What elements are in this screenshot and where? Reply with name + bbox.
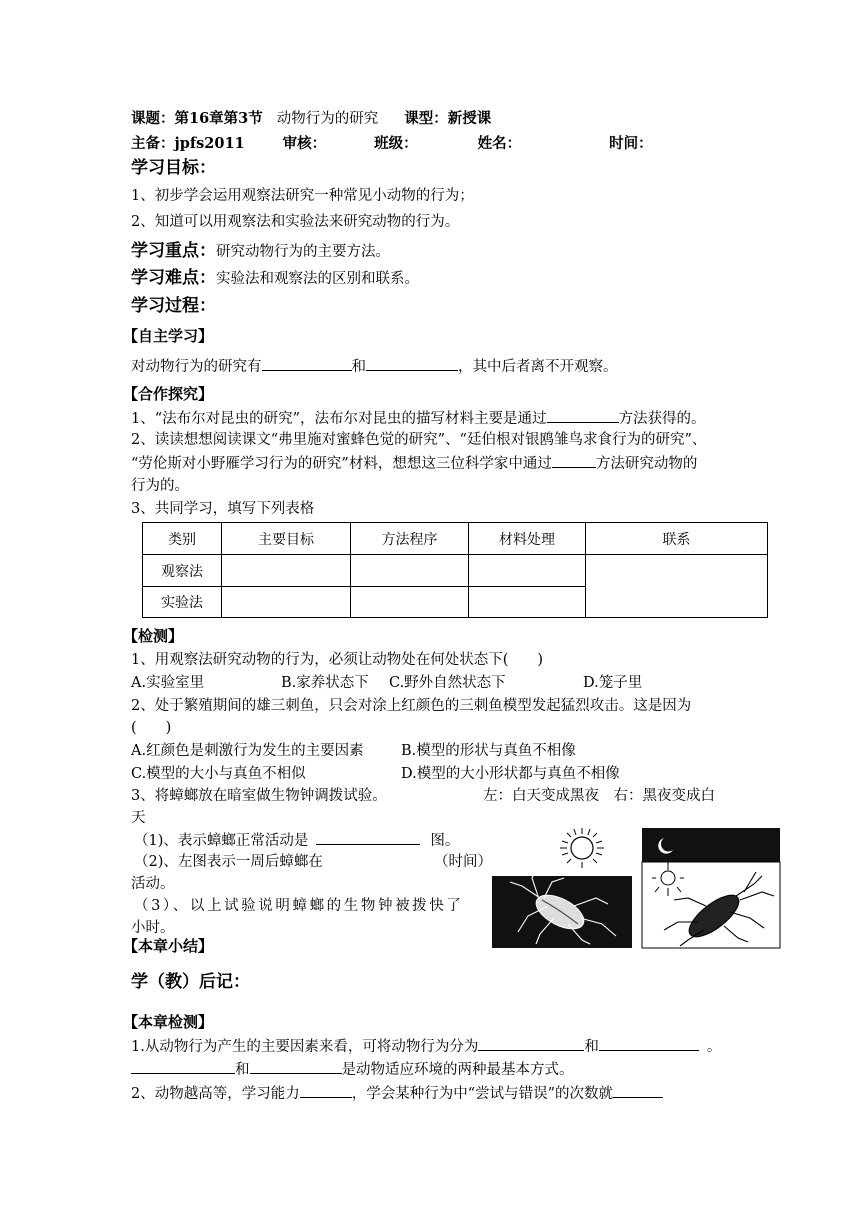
lesson-topic: 动物行为的研究 xyxy=(276,111,379,127)
blank-scientists-method[interactable] xyxy=(552,453,596,468)
difficulty-text: 实验法和观察法的区别和联系。 xyxy=(216,271,419,287)
table-cell[interactable] xyxy=(469,555,586,587)
cooperate-q3: 3、共同学习，填写下列表格 xyxy=(131,501,315,517)
option[interactable]: A.实验室里 xyxy=(131,675,205,691)
focus-label: 学习重点： xyxy=(131,241,216,261)
summary-heading: 【本章小结】 xyxy=(123,937,214,955)
process-title: 学习过程： xyxy=(131,296,216,316)
test-q1: 1、用观察法研究动物的行为，必须让动物处在何处状态下( ) xyxy=(131,652,544,668)
cooperate-q2-line3: 行为的。 xyxy=(131,478,189,494)
row-label: 实验法 xyxy=(143,587,222,618)
cockroach-experiment-figure xyxy=(492,826,782,950)
test-q3-line2: 天 xyxy=(131,810,146,826)
blank-fabre-method[interactable] xyxy=(547,408,619,423)
test-q3-sub2: （2)、左图表示一周后蟑螂在 （时间） xyxy=(134,854,492,870)
comparison-table xyxy=(142,522,768,618)
cooperate-q2-line1: 2、读读想想阅读课文“弗里施对蜜蜂色觉的研究”、“廷伯根对银鸥雏鸟求食行为的研究”、 xyxy=(131,432,707,448)
reviewer-label: 审核： xyxy=(282,135,327,152)
test-heading: 【检测】 xyxy=(123,627,184,645)
blank-behavior-type-1[interactable] xyxy=(478,1036,584,1051)
class-label: 班级： xyxy=(374,135,418,152)
blank-method-2[interactable] xyxy=(366,356,458,371)
table-header-row xyxy=(143,523,768,555)
option[interactable]: B.模型的形状与真鱼不相像 xyxy=(401,743,576,759)
blank-trial-count[interactable] xyxy=(613,1083,663,1098)
table-cell[interactable] xyxy=(222,555,351,587)
name-label: 姓名： xyxy=(477,135,522,152)
table-cell[interactable] xyxy=(351,587,469,618)
cooperate-q2-line2: “劳伦斯对小野雁学习行为的研究”材料，想想这三位科学家中通过 方法研究动物的 xyxy=(131,453,697,474)
goal-item-2: 2、知道可以用观察法和实验法来研究动物的行为。 xyxy=(131,214,460,230)
header-cell: 方法程序 xyxy=(351,523,469,555)
preparer-label: 主备：jpfs2011 xyxy=(131,135,245,152)
header-cell: 材料处理 xyxy=(469,523,586,555)
self-study-line: 对动物行为的研究有 和 ，其中后者离不开观察。 xyxy=(131,356,618,377)
blank-behavior-type-3[interactable] xyxy=(131,1059,235,1074)
blank-method-1[interactable] xyxy=(262,356,352,371)
header-cell: 联系 xyxy=(586,523,768,555)
table-cell[interactable] xyxy=(222,587,351,618)
postscript-title: 学（教）后记： xyxy=(131,972,250,992)
header-line-2 xyxy=(131,134,653,154)
goal-item-1: 1、初步学会运用观察法研究一种常见小动物的行为； xyxy=(131,188,474,204)
test-q3-sub3-line1: （3）、以上试验说明蟑螂的生物钟被拨快了 xyxy=(134,898,464,914)
header-cell: 主要目标 xyxy=(222,523,351,555)
header-cell: 类别 xyxy=(143,523,222,555)
test-q3-sub3-line2: 小时。 xyxy=(131,920,175,936)
chapter-test-q2: 2、动物越高等，学习能力 ，学会某种行为中“尝试与错误”的次数就 xyxy=(131,1083,663,1104)
self-study-heading: 【自主学习】 xyxy=(123,327,214,345)
table-row xyxy=(143,555,768,587)
time-label: 时间： xyxy=(609,135,653,152)
lesson-type: 课型：新授课 xyxy=(404,110,492,127)
test-q2-line1: 2、处于繁殖期间的雄三刺鱼，只会对涂上红颜色的三刺鱼模型发起猛烈攻击。这是因为 xyxy=(131,698,692,714)
chapter-test-heading: 【本章检测】 xyxy=(123,1013,214,1031)
difficulty-label: 学习难点： xyxy=(131,268,216,288)
row-label: 观察法 xyxy=(143,555,222,587)
focus-text: 研究动物行为的主要方法。 xyxy=(216,244,390,260)
header-line-1 xyxy=(131,109,491,129)
sun-icon xyxy=(560,828,604,868)
option[interactable]: A.红颜色是刺激行为发生的主要因素 xyxy=(131,743,364,759)
option[interactable]: B.家养状态下 xyxy=(281,675,369,691)
lesson-chapter: 课题：第16章第3节 xyxy=(131,110,263,127)
blank-normal-figure[interactable] xyxy=(316,830,420,845)
option[interactable]: D.模型的大小形状都与真鱼不相像 xyxy=(401,766,620,782)
table-cell[interactable] xyxy=(351,555,469,587)
test-q2-line2: ( ) xyxy=(131,720,172,736)
option[interactable]: D.笼子里 xyxy=(583,675,643,691)
chapter-test-q1: 1.从动物行为产生的主要因素来看，可将动物行为分为 和 。 xyxy=(131,1036,721,1057)
goals-title: 学习目标： xyxy=(131,158,216,178)
difficulty-line xyxy=(131,268,419,289)
cooperate-q1: 1、“法布尔对昆虫的研究”，法布尔对昆虫的描写材料主要是通过 方法获得的。 xyxy=(131,408,706,429)
table-cell-relation[interactable] xyxy=(586,555,768,618)
blank-learning-ability[interactable] xyxy=(300,1083,352,1098)
test-q3-line1: 3、将蟑螂放在暗室做生物钟调拨试验。 左：白天变成黑夜 右：黑夜变成白 xyxy=(131,788,715,804)
cooperate-heading: 【合作探究】 xyxy=(123,385,214,403)
night-sky-panel xyxy=(642,828,780,862)
option[interactable]: C.模型的大小与真鱼不相似 xyxy=(131,766,306,782)
focus-line xyxy=(131,241,390,262)
test-q3-sub1: （1)、表示蟑螂正常活动是 图。 xyxy=(134,830,459,851)
option[interactable]: C.野外自然状态下 xyxy=(389,675,506,691)
chapter-test-q1-cont: 和 是动物适应环境的两种最基本方式。 xyxy=(131,1059,574,1080)
test-q3-sub2-cont: 活动。 xyxy=(131,876,175,892)
blank-behavior-type-4[interactable] xyxy=(250,1059,342,1074)
blank-behavior-type-2[interactable] xyxy=(599,1036,699,1051)
table-cell[interactable] xyxy=(469,587,586,618)
